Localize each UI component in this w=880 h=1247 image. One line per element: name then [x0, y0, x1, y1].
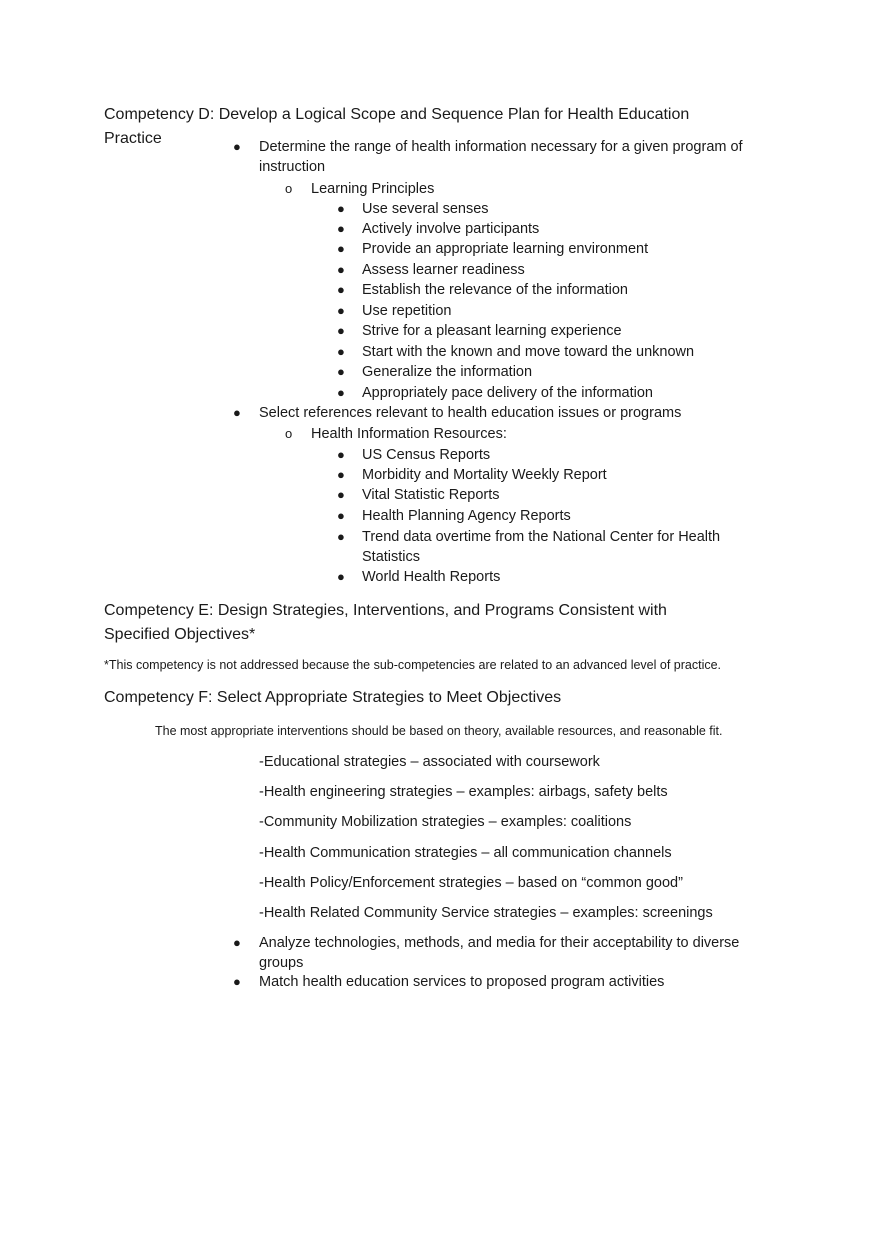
bullet-icon: ● [233, 935, 241, 950]
bullet-icon: ● [337, 262, 345, 277]
resource-item: Morbidity and Mortality Weekly Report [362, 467, 607, 483]
strategy-item: -Health engineering strategies – examples: airbags, safety belts [259, 784, 668, 800]
learning-principle-item: Generalize the information [362, 364, 533, 380]
learning-principle-item: Start with the known and move toward the unknown [362, 344, 695, 360]
list-item-match-services: Match health education services to proposed program activities [259, 974, 665, 990]
bullet-icon: ● [337, 344, 345, 359]
bullet-icon: ● [337, 529, 345, 544]
resource-item: US Census Reports [362, 447, 491, 463]
learning-principle-item: Establish the relevance of the information [362, 282, 628, 298]
bullet-icon: ● [337, 385, 345, 400]
bullet-icon: ● [233, 405, 241, 420]
bullet-icon: ● [337, 303, 345, 318]
competency-d-heading: Competency D: Develop a Logical Scope and Sequence Plan for Health Education Practice [104, 106, 690, 147]
sub-bullet-icon: o [285, 426, 293, 441]
list-item-determine-range: Determine the range of health information necessary for a given program of instruction [259, 139, 743, 175]
resources-heading: Health Information Resources: [311, 426, 507, 442]
learning-principle-item: Strive for a pleasant learning experience [362, 323, 622, 339]
resource-item: World Health Reports [362, 569, 501, 585]
bullet-icon: ● [233, 974, 241, 989]
learning-principle-item: Assess learner readiness [362, 262, 525, 278]
bullet-icon: ● [337, 241, 345, 256]
strategy-item: -Health Communication strategies – all communication channels [259, 845, 672, 861]
strategy-item: -Educational strategies – associated with coursework [259, 754, 600, 770]
bullet-icon: ● [337, 487, 345, 502]
learning-principles-heading: Learning Principles [311, 181, 435, 197]
bullet-icon: ● [337, 569, 345, 584]
bullet-icon: ● [337, 467, 345, 482]
learning-principle-item: Appropriately pace delivery of the information [362, 385, 653, 401]
bullet-icon: ● [337, 508, 345, 523]
resource-item: Trend data overtime from the National Center for Health Statistics [362, 529, 721, 565]
learning-principle-item: Actively involve participants [362, 221, 540, 237]
resource-item: Vital Statistic Reports [362, 487, 500, 503]
list-item-analyze-technologies: Analyze technologies, methods, and media for their acceptability to diverse groups [259, 935, 740, 971]
bullet-icon: ● [337, 282, 345, 297]
bullet-icon: ● [233, 139, 241, 154]
competency-e-heading: Competency E: Design Strategies, Interventions, and Programs Consistent with Specified Objectives* [104, 602, 667, 643]
bullet-icon: ● [337, 201, 345, 216]
bullet-icon: ● [337, 364, 345, 379]
bullet-icon: ● [337, 447, 345, 462]
bullet-icon: ● [337, 221, 345, 236]
competency-f-intro: The most appropriate interventions should be based on theory, available resources, and reasonable fit. [155, 724, 723, 738]
sub-bullet-icon: o [285, 181, 293, 196]
competency-f-heading: Competency F: Select Appropriate Strategies to Meet Objectives [104, 689, 562, 706]
strategy-item: -Community Mobilization strategies – examples: coalitions [259, 814, 632, 830]
resource-item: Health Planning Agency Reports [362, 508, 571, 524]
competency-e-note: *This competency is not addressed because the sub-competencies are related to an advanced level of practice. [104, 658, 722, 672]
bullet-icon: ● [337, 323, 345, 338]
learning-principle-item: Use repetition [362, 303, 452, 319]
learning-principle-item: Provide an appropriate learning environment [362, 241, 649, 257]
strategy-item: -Health Related Community Service strategies – examples: screenings [259, 905, 713, 921]
list-item-select-references: Select references relevant to health education issues or programs [259, 405, 682, 421]
learning-principle-item: Use several senses [362, 201, 489, 217]
strategy-item: -Health Policy/Enforcement strategies – based on “common good” [259, 875, 683, 891]
